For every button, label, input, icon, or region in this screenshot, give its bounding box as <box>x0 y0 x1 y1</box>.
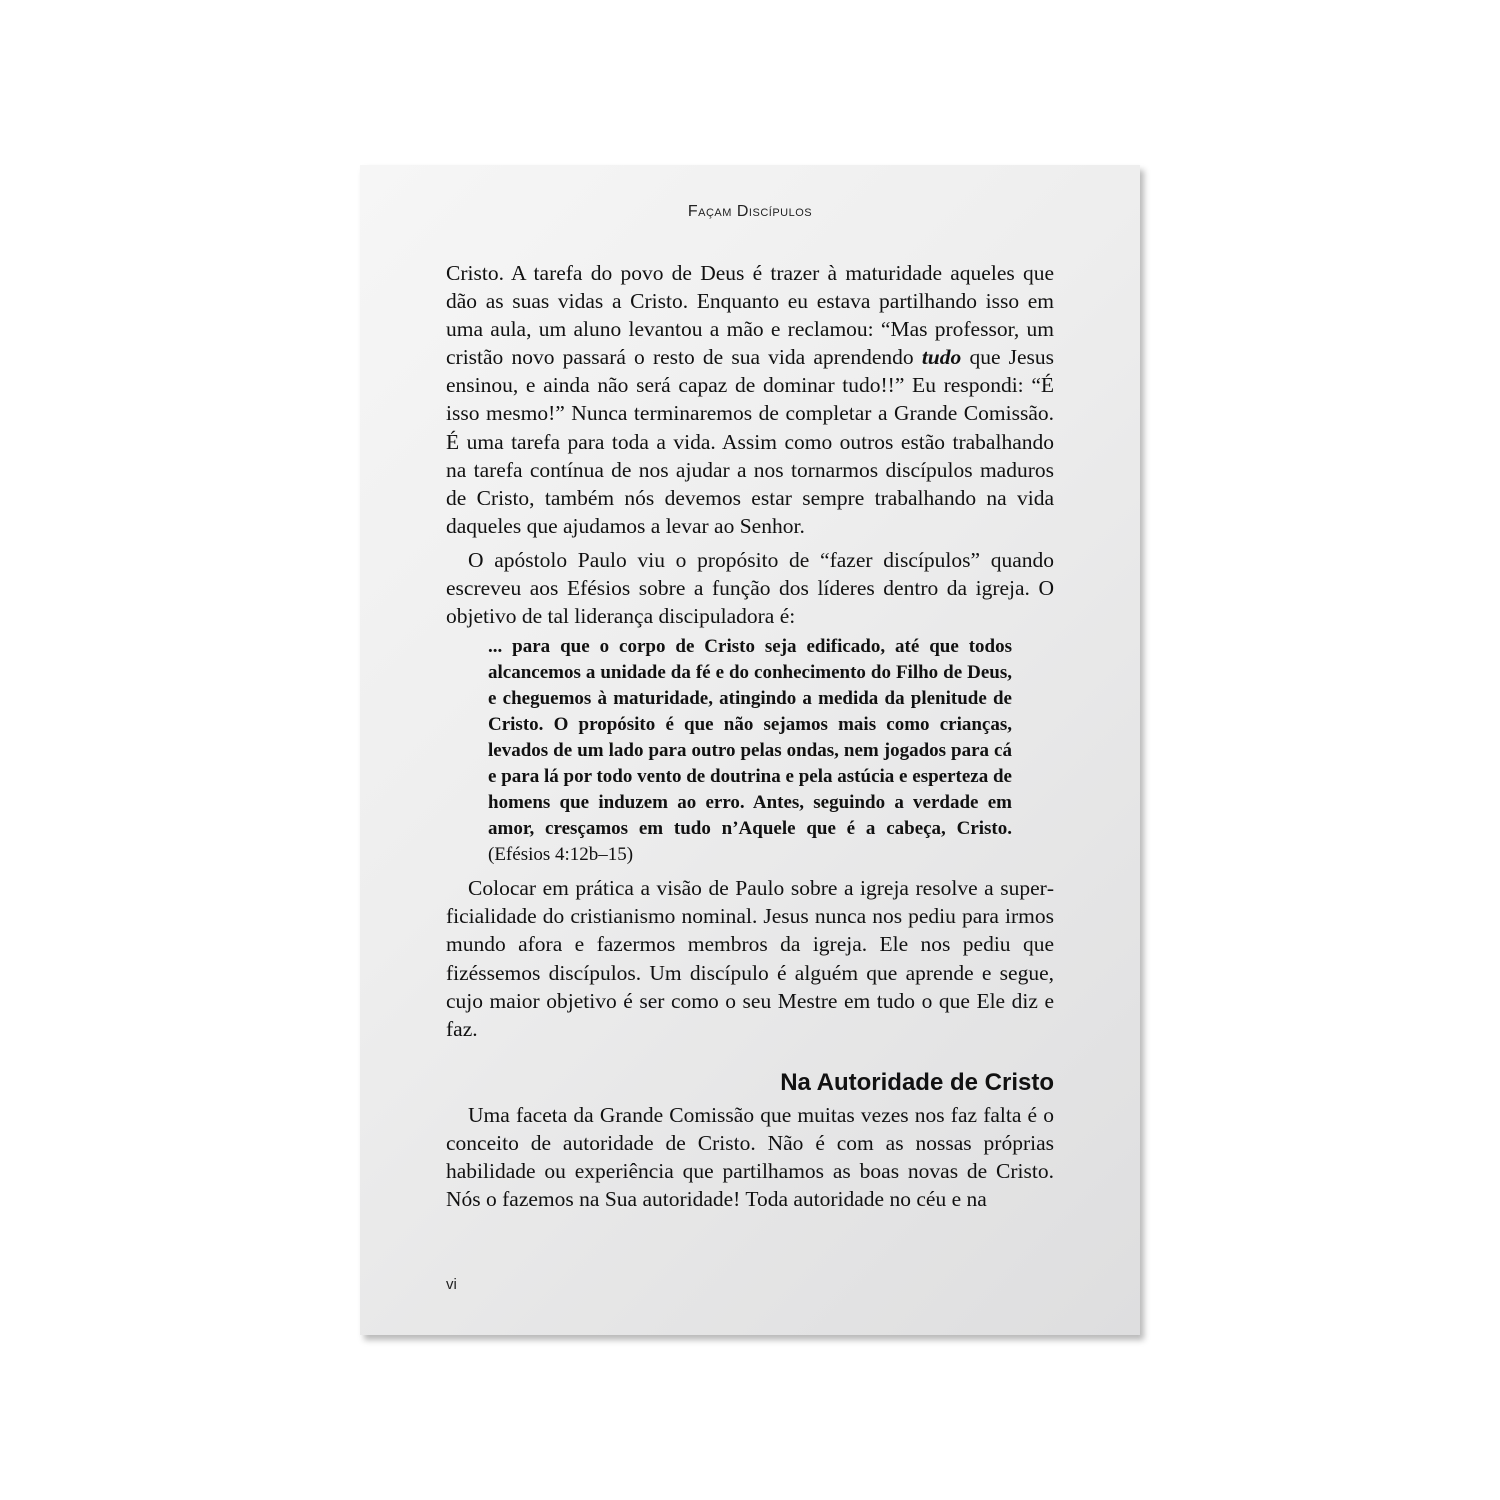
paragraph-1-start: Cristo. A tarefa do povo de Deus é trazer à maturidade aqueles que dão as suas vidas a Cristo. Enquanto eu estava partilhando isso em uma aula, um aluno levantou a mão e reclamou: “Mas professor, um cristão novo passará o resto de sua vida aprendendo <box>446 261 1054 370</box>
block-quote-text: ... para que o corpo de Cristo seja edificado, até que todos alcancemos a unidade da fé e do conhecimento do Filho de Deus, e cheguemos à maturidade, atingindo a medida da plenitude de Cristo. O propósito é que não sejamos mais como crianças, levados de um lado para outro pelas ondas, nem jogados para cá e para lá por todo vento de doutrina e pela astúcia e esperteza de homens que induzem ao erro. Antes, seguindo a verdade em amor, cresçamos em tudo n’Aquele que é a cabeça, Cristo. <box>488 636 1012 840</box>
paragraph-2: O apóstolo Paulo viu o propósito de “fazer discípulos” quando escreveu aos Efésios sobre a função dos líderes dentro da igreja. O objetivo de tal liderança discipuladora é: <box>446 547 1054 629</box>
book-page <box>360 165 1140 1335</box>
block-quote-reference: (Efésios 4:12b–15) <box>488 844 634 866</box>
block-quote <box>488 634 1012 868</box>
paragraph-3: Colocar em prática a visão de Paulo sobre a igreja resolve a superficialidade do cristianismo nominal. Jesus nunca nos pediu para irmos mundo afora e fazermos membros da igreja. Ele nos pediu que fizéssemos discípulos. Um discípulo é alguém que aprende e segue, cujo maior objetivo é ser como o seu Mestre em tudo o que Ele diz e faz. <box>446 876 1054 1041</box>
section-heading: Na Autoridade de Cristo <box>780 1068 1054 1096</box>
running-head: Façam Discípulos <box>687 203 813 220</box>
paragraph-1-end: que Jesus ensinou, e ainda não será capaz de dominar tudo!!” Eu respondi: “É isso mesmo!” Nunca terminaremos de completar a Grande Comissão. É uma tarefa para toda a vida. Assim como outros estão trabalhando na tarefa contínua de nos ajudar a nos tornarmos discípulos maduros de Cristo, também nós devemos estar sempre trabalhando na vida daqueles que ajudamos a levar ao Senhor. <box>446 345 1055 538</box>
paragraph-4: Uma faceta da Grande Comissão que muitas vezes nos faz falta é o conceito de autoridade de Cristo. Não é com as nossas próprias habilidade ou experiência que partilhamos as boas novas de Cristo. Nós o fazemos na Sua autoridade! Toda autoridade no céu e na <box>446 1102 1054 1212</box>
paragraph-1 <box>446 259 1054 540</box>
paragraph-1-emphasis: tudo <box>921 345 962 370</box>
page-number: vi <box>446 1276 457 1293</box>
body-text <box>446 259 1054 1213</box>
